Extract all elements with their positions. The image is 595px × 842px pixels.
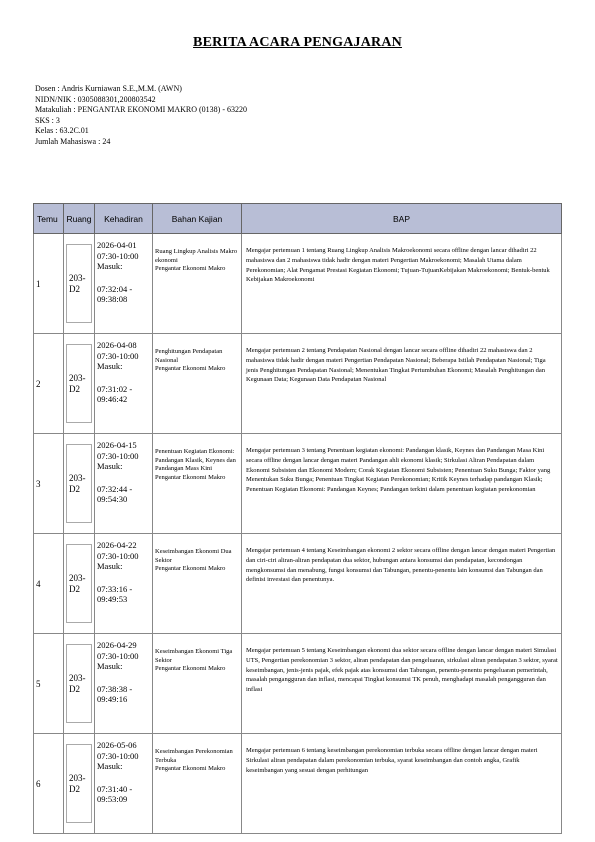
room-cell [64, 634, 95, 734]
table-row [34, 734, 562, 834]
attendance-cell [95, 734, 153, 834]
table-row [34, 534, 562, 634]
actual-time: 07:31:02 - 09:46:42 [97, 383, 133, 404]
scheduled-time: 07:30-10:00 [97, 450, 139, 461]
header-meeting: Temu [34, 204, 64, 234]
room-cell [64, 534, 95, 634]
scheduled-time: 07:30-10:00 [97, 650, 139, 661]
material-cell [153, 634, 242, 734]
check-in-label: Masuk: [97, 761, 123, 771]
material-cell [153, 434, 242, 534]
material-topic: Keseimbangan Ekonomi Dua Sektor [155, 548, 232, 564]
material-course: Pengantar Ekonomi Makro [155, 565, 226, 573]
material-topic: Ruang Lingkup Analisis Makro ekonomi [155, 248, 238, 264]
material-topic: Penghitungan Pendapatan Nasional [155, 348, 223, 364]
course-info [35, 84, 247, 147]
teaching-record-table [33, 203, 562, 834]
meeting-date: 2026-04-01 [97, 240, 137, 250]
attendance-cell [95, 534, 153, 634]
scheduled-time: 07:30-10:00 [97, 550, 139, 561]
meeting-number: 4 [34, 534, 64, 634]
meeting-number: 5 [34, 634, 64, 734]
material-topic: Penentuan Kegiatan Ekonomi: Pandangan Klasik, Keynes dan Pandangan Mass Kini [155, 448, 236, 473]
actual-time: 07:33:16 - 09:49:53 [97, 583, 133, 604]
material-course: Pengantar Ekonomi Makro [155, 265, 226, 273]
check-in-label: Masuk: [97, 561, 123, 571]
student-count-line: Jumlah Mahasiswa : 24 [35, 136, 111, 146]
meeting-date: 2026-04-15 [97, 440, 137, 450]
credits-line: SKS : 3 [35, 115, 60, 125]
header-room: Ruang [64, 204, 95, 234]
bap-description: Mengajar pertemuan 5 tentang Keseimbangan ekonomi dua sektor secara offline dengan lancar dengan materi Simulasi UTS, Pengertian perekonomian 3 sektor, aliran pendapatan dan pengeluaran, sirkulasi aliran pendapatan 3 sektor, syarat keseimbangan, jenis-jenis pajak, efek pajak atas konsumsi dan Tabungan, penentu-penentu pengeluaran pemerintah, masalah pengangguran dan inflasi, mencapai Tingkat konsumsi TK penuh, menghadapi masalah pengangguran dan inflasi [242, 634, 562, 734]
bap-description: Mengajar pertemuan 1 tentang Ruang Lingkup Analisis Makroekonomi secara offline dengan lancar dihadiri 22 mahasiswa dan 2 mahasiswa tidak hadir dengan materi Pengertian Makroekonomi; Masalah Utama dalam Perekonomian; Alat Pengamat Prestasi Kegiatan Ekonomi; Tujuan-TujuanKebijakan Makroekonomi; Bentuk-bentuk Kebijakan Makroekonomi [242, 234, 562, 334]
material-course: Pengantar Ekonomi Makro [155, 665, 226, 673]
meeting-date: 2026-04-29 [97, 640, 137, 650]
check-in-label: Masuk: [97, 461, 123, 471]
meeting-number: 2 [34, 334, 64, 434]
meeting-date: 2026-04-22 [97, 540, 137, 550]
scheduled-time: 07:30-10:00 [97, 350, 139, 361]
material-cell [153, 334, 242, 434]
room-code: 203-D2 [69, 272, 86, 294]
material-cell [153, 234, 242, 334]
scheduled-time: 07:30-10:00 [97, 250, 139, 261]
check-in-label: Masuk: [97, 261, 123, 271]
room-cell [64, 734, 95, 834]
room-code: 203-D2 [69, 372, 86, 394]
room-code: 203-D2 [69, 472, 86, 494]
scheduled-time: 07:30-10:00 [97, 750, 139, 761]
material-course: Pengantar Ekonomi Makro [155, 765, 226, 773]
class-line: Kelas : 63.2C.01 [35, 126, 89, 135]
material-topic: Keseimbangan Ekonomi Tiga Sektor [155, 648, 233, 664]
material-course: Pengantar Ekonomi Makro [155, 473, 226, 481]
meeting-date: 2026-04-08 [97, 340, 137, 350]
material-cell [153, 734, 242, 834]
attendance-cell [95, 334, 153, 434]
meeting-number: 1 [34, 234, 64, 334]
meeting-number: 3 [34, 434, 64, 534]
bap-description: Mengajar pertemuan 2 tentang Pendapatan Nasional dengan lancar secara offline dihadiri 22 mahasiswa dan 2 mahasiswa tidak hadir dengan materi Pengertian Pendapatan Nasional; Beberapa Istilah Pendapatan Nasional; Tiga jenis Penghitungan Pendapatan Nasional; Menentukan Tingkat Pertumbuhan Ekonomi; Masalah Penghitungan dan Kegunaan Data; Kegunaan Data Pendapatan Nasional [242, 334, 562, 434]
table-row [34, 434, 562, 534]
header-attendance: Kehadiran [95, 204, 153, 234]
material-cell [153, 534, 242, 634]
room-cell [64, 334, 95, 434]
room-code: 203-D2 [69, 772, 86, 794]
meeting-date: 2026-05-06 [97, 740, 137, 750]
actual-time: 07:32:44 - 09:54:30 [97, 483, 133, 504]
table-row [34, 634, 562, 734]
table-header-row [34, 204, 562, 234]
bap-description: Mengajar pertemuan 3 tentang Penentuan kegiatan ekonomi: Pandangan klasik, Keynes dan Pandangan Masa Kini secara offline dengan lancar dengan materi Pandangan ahli ekonomi klasik; Sirkulasi Aliran Pendapatan dalam Ekonomi Subsisten dan Ekonomi Modern; Corak Kegiatan Ekonomi Subsisten; Penentuan Suku Bunga; Faktor yang Menentukan Suku Bunga; Penentuan Tingkat Kegiatan Perekonomian; Kritik Keynes terhadap pandangan Klasik; Penentuan Kegiatan Ekonomi: Pandangan Keynes; Pandangan terkini dalam penentuan kegiatan perekonomian [242, 434, 562, 534]
room-cell [64, 234, 95, 334]
course-line: Matakuliah : PENGANTAR EKONOMI MAKRO (0138) - 63220 [35, 105, 248, 114]
table-row [34, 334, 562, 434]
material-course: Pengantar Ekonomi Makro [155, 365, 226, 373]
check-in-label: Masuk: [97, 661, 123, 671]
nidn-line: NIDN/NIK : 0305088301,200803542 [35, 94, 156, 104]
attendance-cell [95, 234, 153, 334]
check-in-label: Masuk: [97, 361, 123, 371]
room-code: 203-D2 [69, 572, 86, 594]
page-title: BERITA ACARA PENGAJARAN [193, 35, 402, 50]
material-topic: Keseimbangan Perekonomian Terbuka [155, 748, 233, 764]
header-material: Bahan Kajian [153, 204, 242, 234]
room-cell [64, 434, 95, 534]
room-code: 203-D2 [69, 672, 86, 694]
actual-time: 07:31:40 - 09:53:09 [97, 783, 133, 804]
attendance-cell [95, 634, 153, 734]
header-bap: BAP [242, 204, 562, 234]
lecturer-line: Dosen : Andris Kurniawan S.E.,M.M. (AWN) [35, 84, 182, 93]
actual-time: 07:32:04 - 09:38:08 [97, 283, 133, 304]
table-row [34, 234, 562, 334]
bap-description: Mengajar pertemuan 6 tentang keseimbangan perekonomian terbuka secara offline dengan lancar dengan materi Sirkulasi aliran pendapatan dalam perekonomian terbuka, syarat keseimbangan dan contoh angka, Grafik keseimbangan yang sesuai dengan perhitungan [242, 734, 562, 834]
bap-description: Mengajar pertemuan 4 tentang Keseimbangan ekonomi 2 sektor secara offline dengan lancar dengan materi Pengertian dan ciri-ciri aliran-aliran pendapatan dua sektor, hubungan antara konsumsi dan pendapatan, kecondongan mengkonsumsi dan menabung, fungsi konsumsi dan Tabungan, penentu-penentu lain konsumsi dan Tabungan dan definisi investasi dan penentunya. [242, 534, 562, 634]
meeting-number: 6 [34, 734, 64, 834]
attendance-cell [95, 434, 153, 534]
actual-time: 07:38:38 - 09:49:16 [97, 683, 133, 704]
